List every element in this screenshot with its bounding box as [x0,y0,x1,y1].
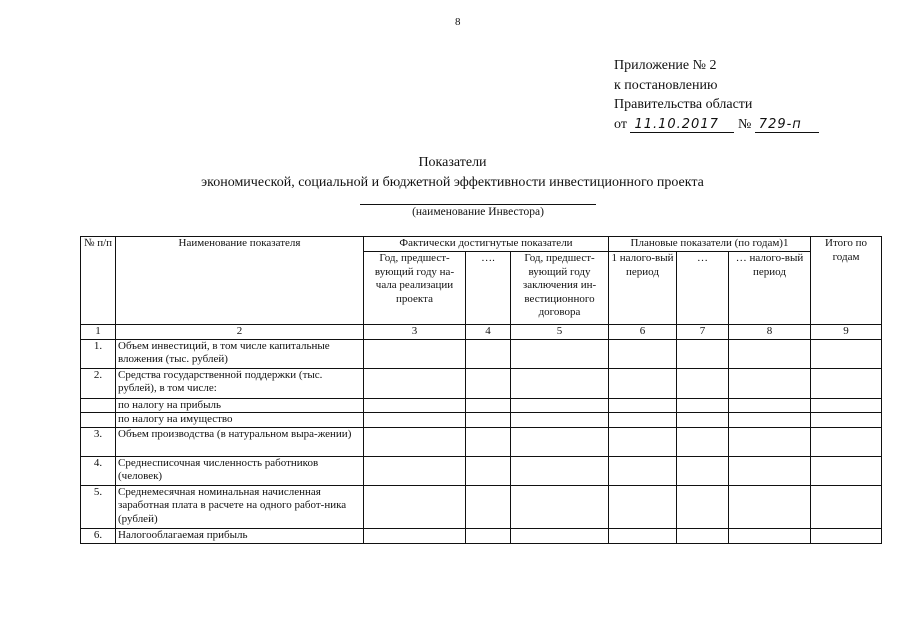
empty-cell [511,528,609,543]
appendix-block [614,56,819,134]
row-number: 3. [81,427,116,456]
table-row [81,368,882,398]
empty-cell [466,485,511,528]
empty-cell [811,528,882,543]
empty-cell [729,339,811,368]
row-indicator-name: Объем производства (в натуральном выра-жении) [116,427,364,456]
empty-cell [677,485,729,528]
table-row [81,339,882,368]
column-number: 3 [364,325,466,340]
header-num: № п/п [81,237,116,325]
empty-cell [511,368,609,398]
empty-cell [466,528,511,543]
header-total: Итого по годам [811,237,882,325]
empty-cell [729,368,811,398]
header-name: Наименование показателя [116,237,364,325]
header-actual-year-before-start: Год, предшест-вующий году на-чала реализации проекта [364,252,466,325]
empty-cell [811,398,882,413]
empty-cell [677,398,729,413]
empty-cell [677,528,729,543]
header-actual-dots: …. [466,252,511,325]
investor-label: (наименование Инвестора) [412,206,544,218]
row-indicator-name: по налогу на имущество [116,413,364,428]
column-number: 5 [511,325,609,340]
header-row [81,237,882,252]
column-number: 6 [609,325,677,340]
empty-cell [466,413,511,428]
empty-cell [466,339,511,368]
empty-cell [811,339,882,368]
row-indicator-name: Среднемесячная номинальная начисленная заработная плата в расчете на одного работ-ника (рублей) [116,485,364,528]
empty-cell [729,398,811,413]
empty-cell [811,368,882,398]
document-title: Показатели [418,155,487,170]
empty-cell [511,339,609,368]
header-planned-dots: … [677,252,729,325]
empty-cell [364,427,466,456]
empty-cell [609,398,677,413]
empty-cell [811,456,882,485]
empty-cell [677,456,729,485]
page-number: 8 [455,16,461,28]
row-number [81,413,116,428]
empty-cell [511,456,609,485]
empty-cell [609,427,677,456]
column-number: 4 [466,325,511,340]
appendix-date-line [614,115,819,135]
appendix-line: Приложение № 2 [614,58,717,73]
row-number: 5. [81,485,116,528]
column-number: 2 [116,325,364,340]
column-number-row [81,325,882,340]
empty-cell [677,368,729,398]
appendix-line: к постановлению [614,77,718,93]
empty-cell [677,339,729,368]
row-indicator-name: Средства государственной поддержки (тыс. рублей), в том числе: [116,368,364,398]
table-row [81,413,882,428]
empty-cell [609,456,677,485]
handwritten-date: 11.10.2017 [630,118,734,133]
empty-cell [609,368,677,398]
row-number: 4. [81,456,116,485]
empty-cell [511,485,609,528]
empty-cell [609,413,677,428]
empty-cell [364,339,466,368]
column-number: 9 [811,325,882,340]
empty-cell [364,413,466,428]
number-label: № [737,116,752,132]
row-indicator-name: по налогу на прибыль [116,398,364,413]
header-actual-group: Фактически достигнутые показатели [364,237,609,252]
column-number: 1 [81,325,116,340]
investor-blank-line [360,204,596,205]
row-indicator-name: Налогооблагаемая прибыль [116,528,364,543]
empty-cell [729,456,811,485]
empty-cell [811,413,882,428]
table-row [81,456,882,485]
empty-cell [466,427,511,456]
empty-cell [677,427,729,456]
empty-cell [609,485,677,528]
empty-cell [466,456,511,485]
indicators-table [80,236,882,544]
column-number: 8 [729,325,811,340]
row-number: 6. [81,528,116,543]
header-planned-nth: … налого-вый период [729,252,811,325]
row-number: 1. [81,339,116,368]
header-planned-group: Плановые показатели (по годам)1 [609,237,811,252]
empty-cell [729,427,811,456]
table-row [81,528,882,543]
handwritten-number: 729-п [755,118,819,133]
empty-cell [677,413,729,428]
empty-cell [811,485,882,528]
table-row [81,427,882,456]
row-number: 2. [81,368,116,398]
empty-cell [364,528,466,543]
from-label: от [614,116,627,132]
column-number: 7 [677,325,729,340]
empty-cell [466,398,511,413]
document-subtitle: экономической, социальной и бюджетной эффективности инвестиционного проекта [201,175,704,190]
empty-cell [609,339,677,368]
empty-cell [511,413,609,428]
empty-cell [511,427,609,456]
table-row [81,398,882,413]
table-row [81,485,882,528]
row-indicator-name: Среднесписочная численность работников (человек) [116,456,364,485]
empty-cell [364,368,466,398]
empty-cell [364,456,466,485]
empty-cell [729,485,811,528]
header-actual-year-before-contract: Год, предшест-вующий году заключения ин-вестиционного договора [511,252,609,325]
appendix-line: Правительства области [614,97,753,112]
header-planned-first: 1 налого-вый период [609,252,677,325]
row-number [81,398,116,413]
empty-cell [466,368,511,398]
empty-cell [609,528,677,543]
empty-cell [511,398,609,413]
row-indicator-name: Объем инвестиций, в том числе капитальные вложения (тыс. рублей) [116,339,364,368]
empty-cell [729,528,811,543]
empty-cell [364,485,466,528]
empty-cell [729,413,811,428]
empty-cell [364,398,466,413]
empty-cell [811,427,882,456]
